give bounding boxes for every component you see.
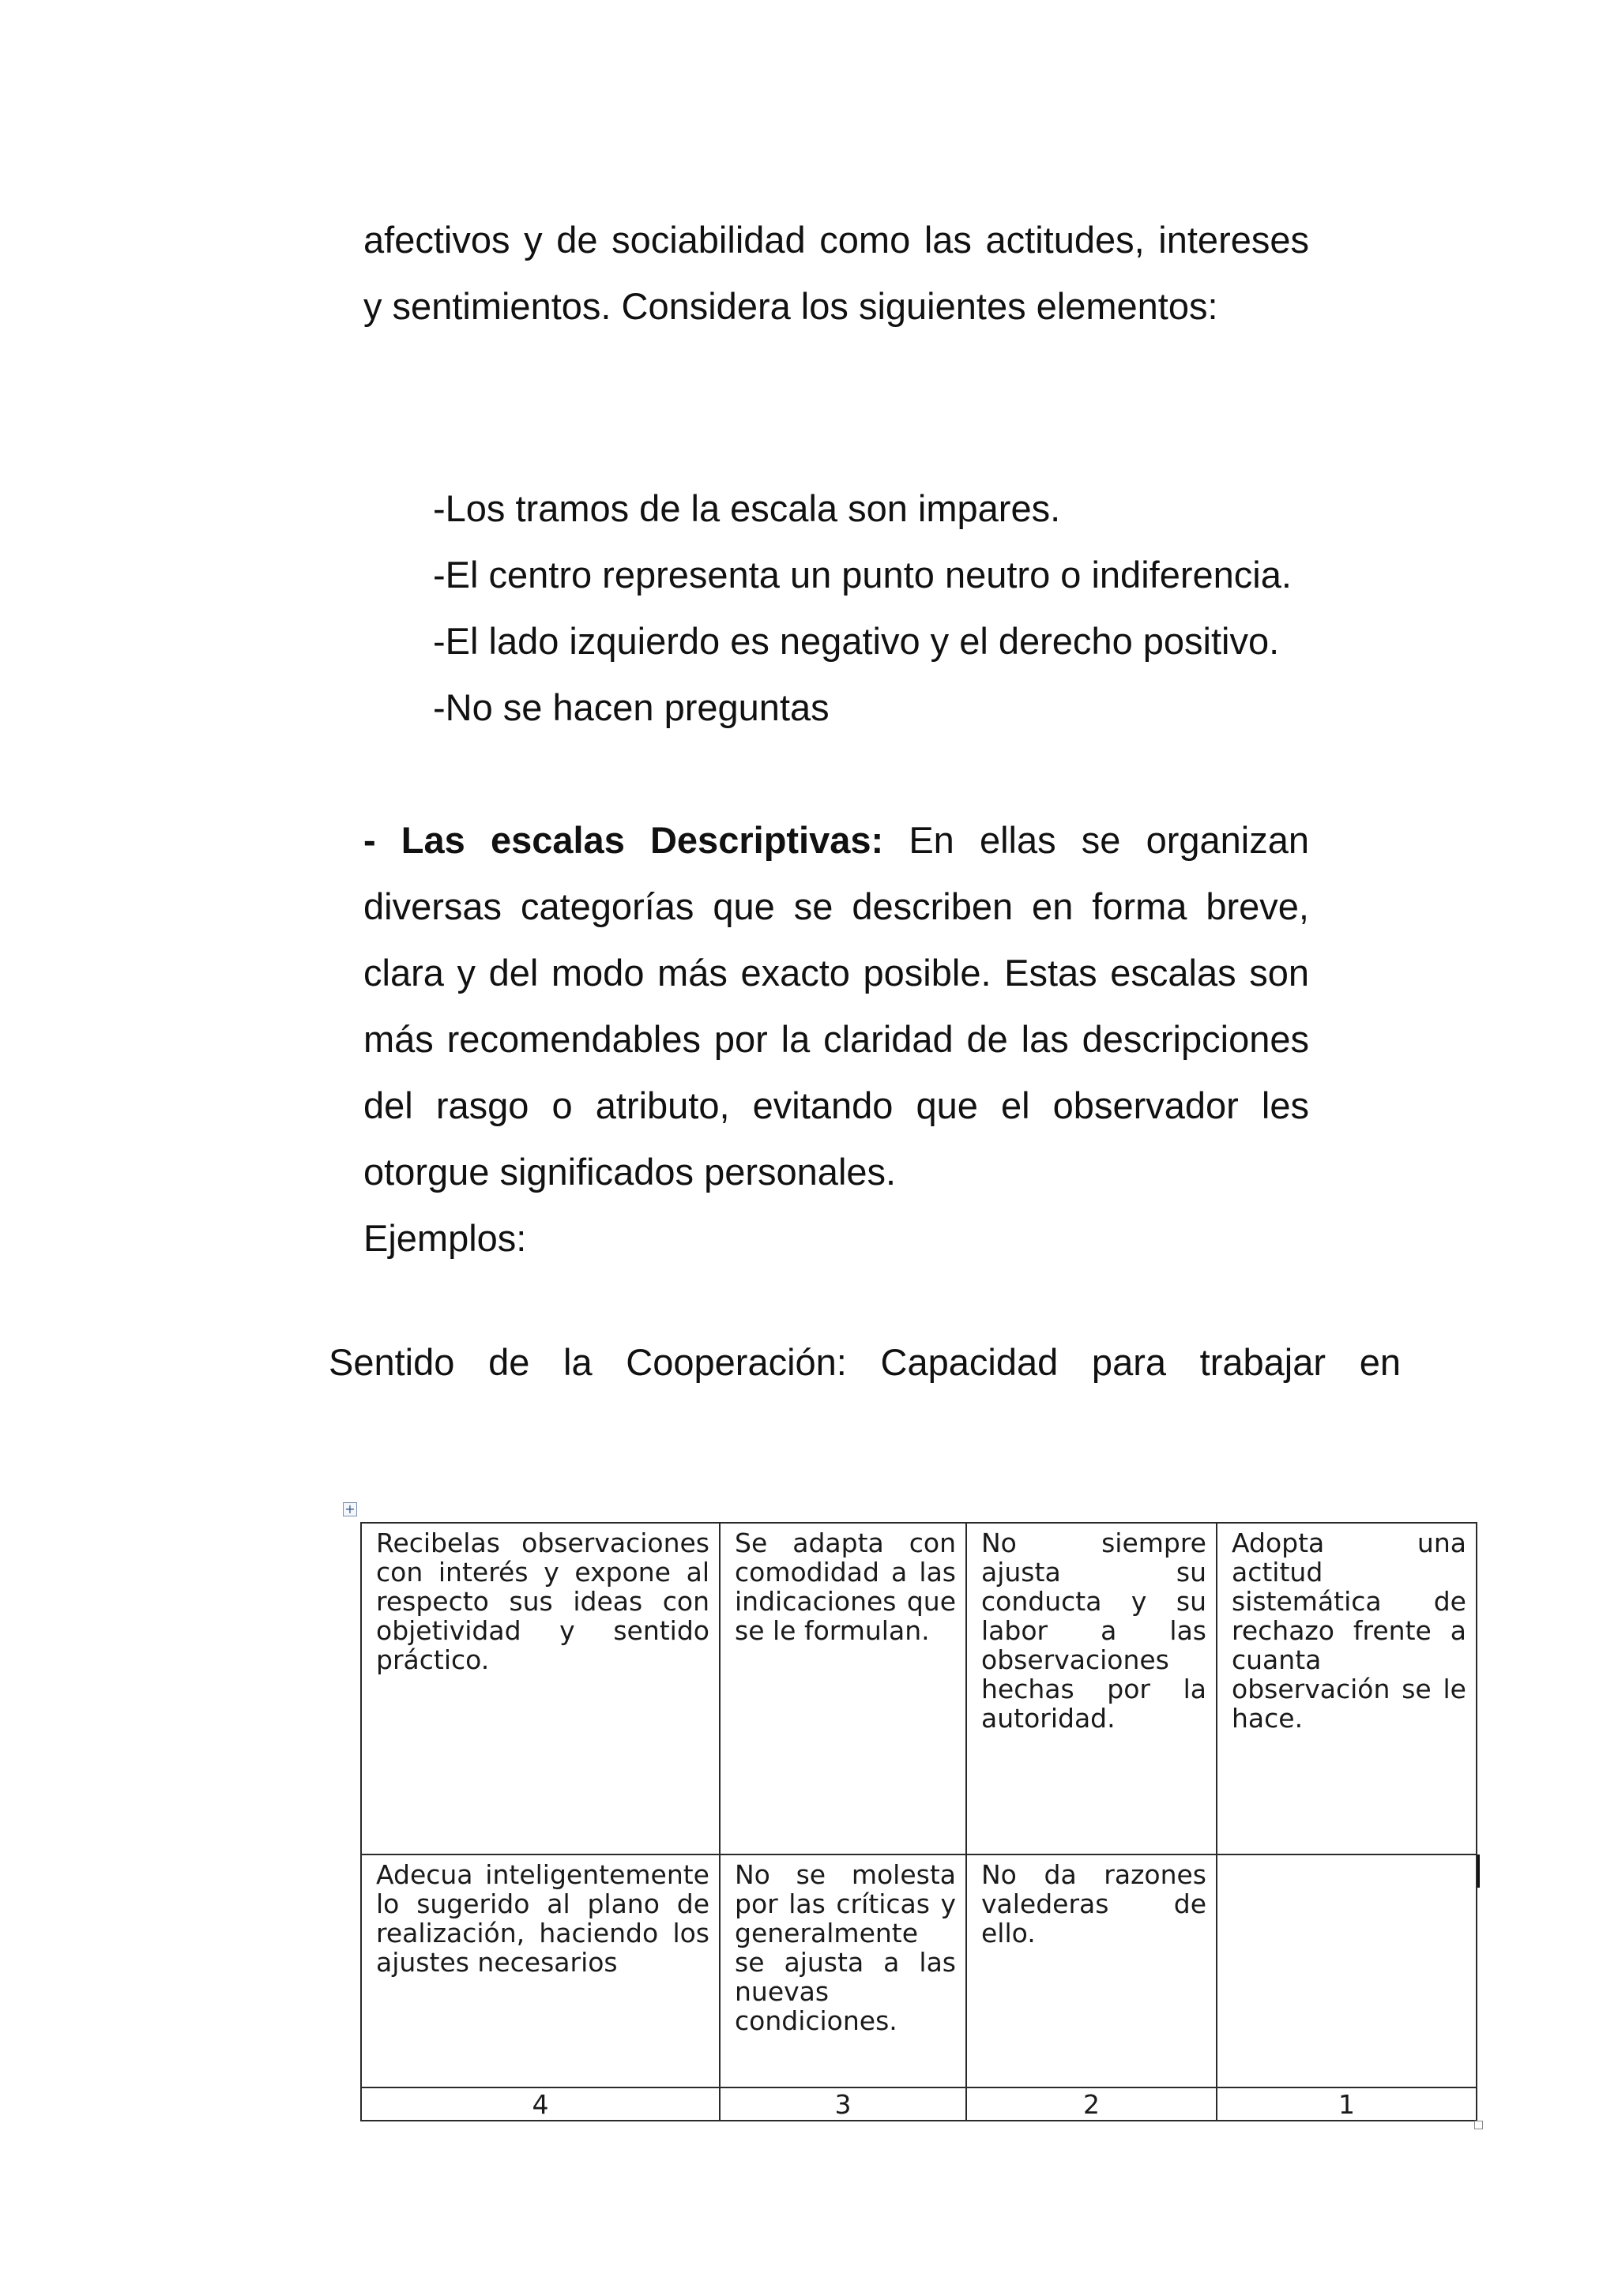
paragraph-bold-lead: - Las escalas Descriptivas: [363, 819, 884, 861]
score-cell[interactable]: 1 [1217, 2087, 1477, 2121]
table-cell[interactable]: No siempre ajusta su conducta y su labor a las observaciones hechas por la autoridad. [966, 1523, 1217, 1854]
list-item: -El lado izquierdo es negativo y el derecho positivo. [433, 620, 1280, 662]
text-cursor [1477, 1854, 1480, 1888]
list-item: -El centro representa un punto neutro o indiferencia. [433, 554, 1292, 596]
table-cell[interactable]: Adecua inteligentemente lo sugerido al plano de realización, haciendo los ajustes necesarios [361, 1854, 720, 2087]
table-cell[interactable]: Se adapta con comodidad a las indicaciones que se le formulan. [720, 1523, 966, 1854]
table-row [361, 1854, 1477, 2087]
table-cell[interactable]: No da razones valederas de ello. [966, 1854, 1217, 2087]
paragraph-intro: afectivos y de sociabilidad como las actitudes, intereses y sentimientos. Considera los siguientes elementos: [363, 219, 1309, 327]
table-move-handle-icon[interactable]: + [343, 1502, 357, 1516]
table-row [361, 1523, 1477, 1854]
table-row-scores [361, 2087, 1477, 2121]
table-cell[interactable] [1217, 1854, 1477, 2087]
paragraph-descriptive-scales [363, 807, 1309, 1272]
paragraph-body: En ellas se organizan diversas categorías que se describen en forma breve, clara y del modo más exacto posible. Estas escalas son más recomendables por la claridad de las descripciones del rasgo o atributo, evitando que el observador les otorgue significados personales. [363, 819, 1310, 1193]
table-cell[interactable]: No se molesta por las críticas y generalmente se ajusta a las nuevas condiciones. [720, 1854, 966, 2087]
table-resize-handle-icon[interactable] [1474, 2121, 1483, 2129]
score-cell[interactable]: 4 [361, 2087, 720, 2121]
list-item: -Los tramos de la escala son impares. [433, 487, 1061, 529]
table-cell[interactable]: Recibelas observaciones con interés y expone al respecto sus ideas con objetividad y sentido práctico. [361, 1523, 720, 1854]
score-cell[interactable]: 2 [966, 2087, 1217, 2121]
descriptive-scale-table [360, 1522, 1477, 2121]
paragraph-cooperation: Sentido de la Cooperación: Capacidad para trabajar en [329, 1341, 1401, 1383]
list-item: -No se hacen preguntas [433, 686, 830, 728]
table-cell[interactable]: Adopta una actitud sistemática de rechazo frente a cuanta observación se le hace. [1217, 1523, 1477, 1854]
examples-label: Ejemplos: [363, 1217, 527, 1259]
elements-list [433, 475, 1292, 741]
score-cell[interactable]: 3 [720, 2087, 966, 2121]
